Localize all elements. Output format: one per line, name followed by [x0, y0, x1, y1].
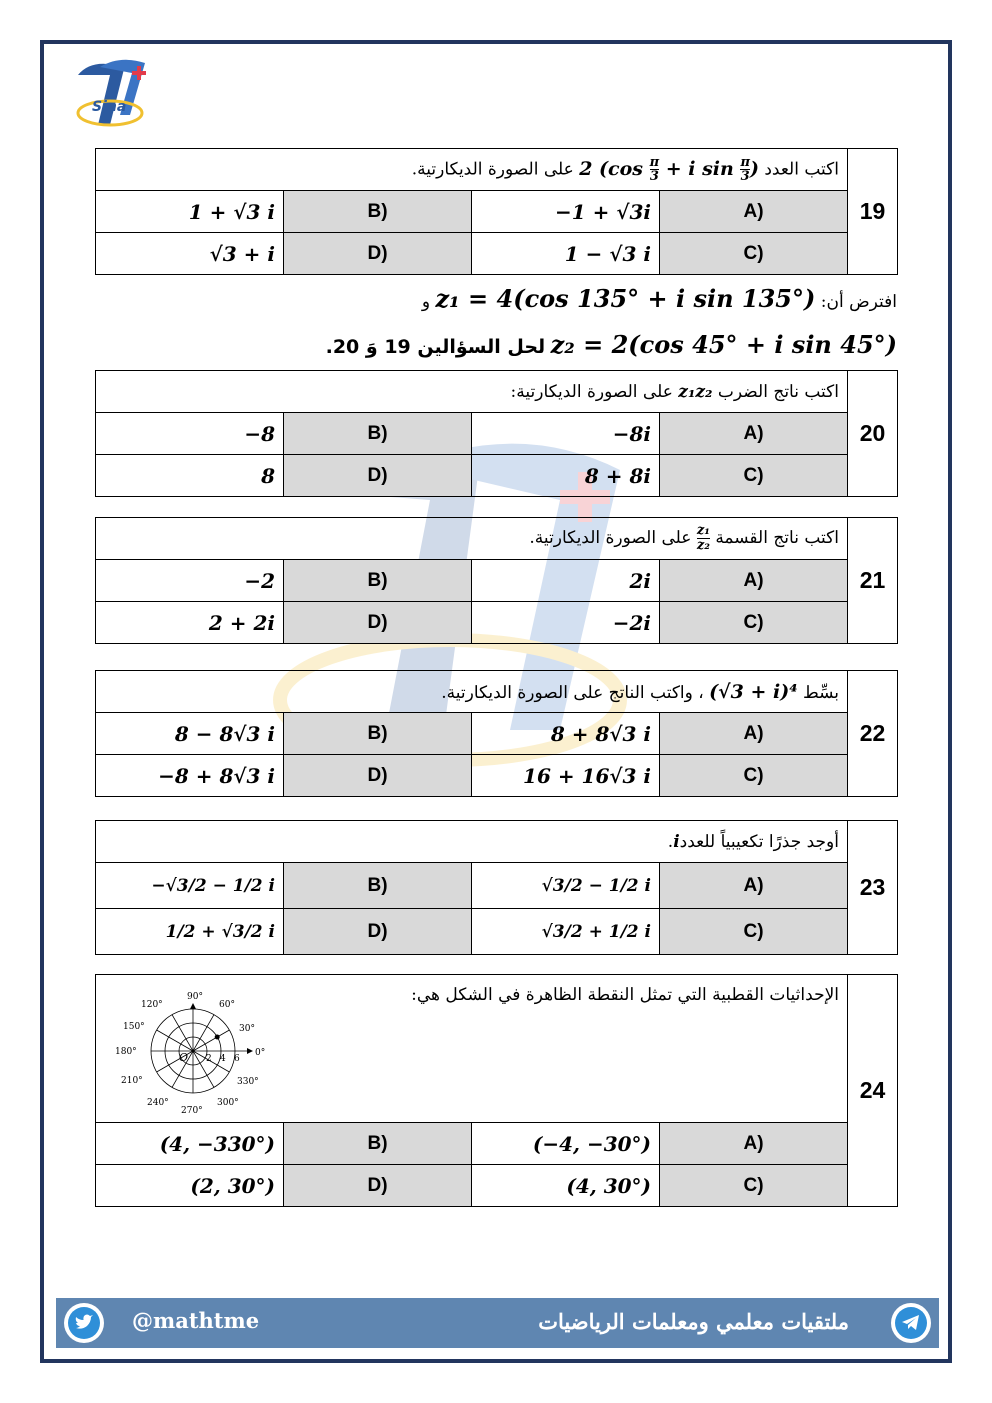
polar-radius-label: 2 [206, 1054, 212, 1064]
option-b-value[interactable]: 1 + √3 i [96, 191, 284, 233]
question-number: 20 [848, 371, 898, 497]
option-b-value[interactable]: (4, −330°) [96, 1123, 284, 1165]
option-d-value[interactable]: √3 + i [96, 233, 284, 275]
option-d-label[interactable]: D) [284, 909, 472, 955]
question-number: 23 [848, 821, 898, 955]
polar-angle-label: 240° [147, 1098, 169, 1108]
polar-angle-label: 0° [255, 1048, 266, 1058]
option-a-value[interactable]: (−4, −30°) [472, 1123, 660, 1165]
option-c-value[interactable]: √3/2 + 1/2 i [472, 909, 660, 955]
option-d-label[interactable]: D) [284, 1165, 472, 1207]
question-number: 21 [848, 518, 898, 644]
option-c-value[interactable]: −2i [472, 602, 660, 644]
option-d-value[interactable]: −8 + 8√3 i [96, 755, 284, 797]
question-22 [95, 670, 898, 797]
option-c-label[interactable]: C) [660, 909, 848, 955]
polar-angle-label: 330° [237, 1077, 259, 1087]
option-d-value[interactable]: 8 [96, 455, 284, 497]
given-instruction: لحل السؤالين 19 وَ 20. [325, 336, 546, 358]
option-c-label[interactable]: C) [660, 602, 848, 644]
question-number: 22 [848, 671, 898, 797]
option-c-value[interactable]: 16 + 16√3 i [472, 755, 660, 797]
option-a-label[interactable]: A) [660, 1123, 848, 1165]
polar-radius-label: 4 [220, 1054, 226, 1064]
question-24 [95, 974, 898, 1207]
option-b-value[interactable]: −2 [96, 560, 284, 602]
question-stem: اكتب العدد 2 (cos $\frac{\pi}{3}$ + i sin $\frac{\pi}{3}$ ) على الصورة الديكارتية. [96, 149, 848, 191]
question-stem: اكتب ناتج الضرب z₁z₂ على الصورة الديكارتية: [96, 371, 848, 413]
question-20 [95, 370, 898, 497]
option-b-label[interactable]: B) [284, 560, 472, 602]
polar-angle-label: 90° [187, 992, 203, 1002]
given-prefix: افترض أن: [820, 292, 897, 312]
given-line-2 [94, 330, 897, 359]
polar-angle-label: 180° [115, 1047, 137, 1057]
polar-angle-label: 270° [181, 1106, 203, 1116]
telegram-icon[interactable] [891, 1303, 931, 1343]
footer-title: ملتقيات معلمي ومعلمات الرياضيات [538, 1309, 849, 1334]
question-stem: أوجد جذرًا تكعيبياً للعددi. [96, 821, 848, 863]
option-d-label[interactable]: D) [284, 455, 472, 497]
question-stem: اكتب ناتج القسمة $\frac{\text{z₁}}{\text{z₂}}$ على الصورة الديكارتية. [96, 518, 848, 560]
polar-angle-label: 300° [217, 1098, 239, 1108]
polar-angle-label: 60° [219, 1000, 235, 1010]
question-19 [95, 148, 898, 275]
option-d-value[interactable]: 2 + 2i [96, 602, 284, 644]
option-a-value[interactable]: 2i [472, 560, 660, 602]
question-stem: الإحداثيات القطبية التي تمثل النقطة الظاهرة في الشكل هي: 90° 60° 30° 0° 330° 300° 270° 240° 210° 180° 150° 120° 2 4 6 O [96, 975, 848, 1123]
footer-bar [56, 1298, 939, 1348]
option-b-label[interactable]: B) [284, 713, 472, 755]
option-a-label[interactable]: A) [660, 191, 848, 233]
option-a-label[interactable]: A) [660, 413, 848, 455]
option-c-value[interactable]: (4, 30°) [472, 1165, 660, 1207]
polar-origin-label: O [179, 1051, 189, 1064]
option-a-value[interactable]: −8i [472, 413, 660, 455]
option-b-value[interactable]: −8 [96, 413, 284, 455]
question-stem: بسِّط (√3 + i)⁴ ، واكتب الناتج على الصورة الديكارتية. [96, 671, 848, 713]
option-b-label[interactable]: B) [284, 863, 472, 909]
option-a-value[interactable]: −1 + √3i [472, 191, 660, 233]
polar-angle-label: 30° [239, 1024, 255, 1034]
twitter-icon[interactable] [64, 1303, 104, 1343]
option-c-label[interactable]: C) [660, 755, 848, 797]
logo-text: Sina [92, 99, 127, 115]
option-b-label[interactable]: B) [284, 191, 472, 233]
option-a-label[interactable]: A) [660, 713, 848, 755]
question-21 [95, 517, 898, 644]
option-d-label[interactable]: D) [284, 233, 472, 275]
option-d-label[interactable]: D) [284, 755, 472, 797]
question-number: 24 [848, 975, 898, 1207]
option-d-value[interactable]: (2, 30°) [96, 1165, 284, 1207]
polar-radius-label: 6 [234, 1054, 240, 1064]
option-b-label[interactable]: B) [284, 413, 472, 455]
option-c-value[interactable]: 8 + 8i [472, 455, 660, 497]
z2-definition: z₂ = 2(cos 45° + i sin 45°) [550, 330, 897, 359]
z1-definition: z₁ = 4(cos 135° + i sin 135°) [435, 284, 816, 313]
option-c-label[interactable]: C) [660, 455, 848, 497]
footer-handle[interactable]: @mathtme [132, 1308, 260, 1333]
option-a-value[interactable]: √3/2 − 1/2 i [472, 863, 660, 909]
logo [70, 55, 170, 135]
option-d-label[interactable]: D) [284, 602, 472, 644]
polar-angle-label: 210° [121, 1076, 143, 1086]
polar-angle-label: 150° [123, 1022, 145, 1032]
given-and: و [421, 292, 431, 312]
option-a-label[interactable]: A) [660, 863, 848, 909]
polar-angle-label: 120° [141, 1000, 163, 1010]
question-23 [95, 820, 898, 955]
option-a-label[interactable]: A) [660, 560, 848, 602]
polar-grid-figure [115, 981, 281, 1117]
option-c-label[interactable]: C) [660, 1165, 848, 1207]
option-a-value[interactable]: 8 + 8√3 i [472, 713, 660, 755]
option-c-label[interactable]: C) [660, 233, 848, 275]
option-d-value[interactable]: 1/2 + √3/2 i [96, 909, 284, 955]
option-b-value[interactable]: −√3/2 − 1/2 i [96, 863, 284, 909]
option-b-value[interactable]: 8 − 8√3 i [96, 713, 284, 755]
option-b-label[interactable]: B) [284, 1123, 472, 1165]
given-line-1 [94, 284, 897, 313]
question-number: 19 [848, 149, 898, 275]
option-c-value[interactable]: 1 − √3 i [472, 233, 660, 275]
